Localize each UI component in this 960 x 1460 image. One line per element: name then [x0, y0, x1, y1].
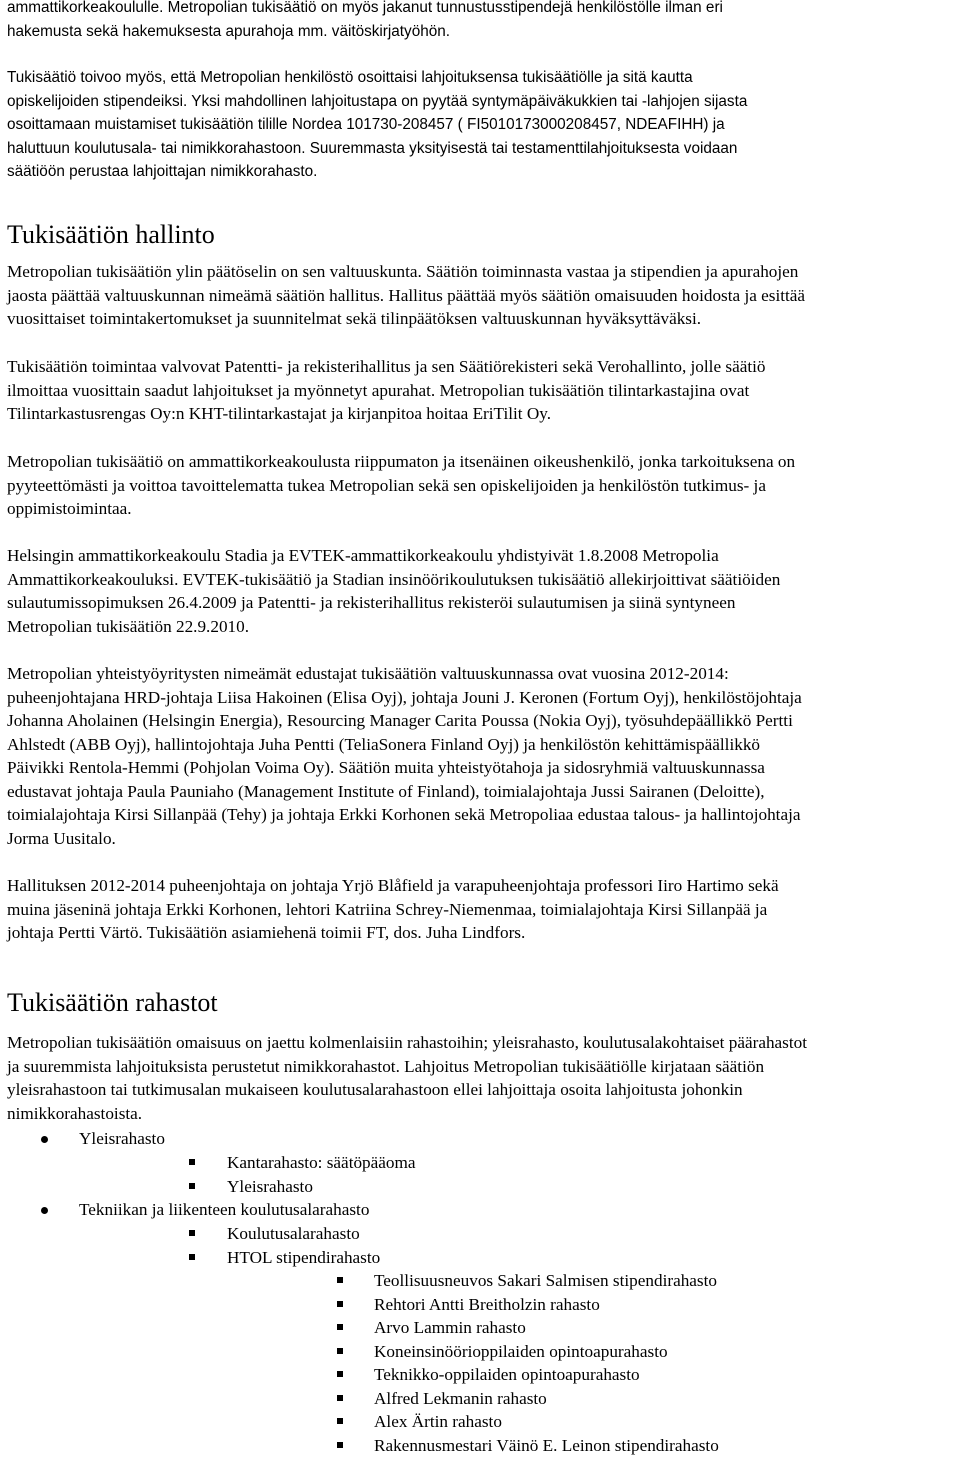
text-line: oppimistoimintaa. [7, 499, 132, 518]
text-line: Johanna Aholainen (Helsingin Energia), Resourcing Manager Carita Poussa (Nokia Oyj), työsuhdepäällikkö Pertti [7, 711, 793, 730]
text-line: jaosta päättää valtuuskunnan nimeämä säätiön hallitus. Hallitus päättää myös säätiön omaisuuden hoidosta ja esittää [7, 285, 806, 305]
square-bullet-icon [337, 1395, 343, 1401]
paragraph-supervision [7, 355, 955, 426]
paragraph-donations [7, 66, 955, 184]
bullet-icon [41, 1136, 48, 1143]
text-line: ilmoittaa vuosittain saadut lahjoitukset ja myönnetyt apurahat. Metropolian tukisäätiön tilintarkastajina ovat [7, 380, 750, 400]
text-line: haluttuun koulutusala- tai nimikkorahastoon. Suuremmasta yksityisestä tai testamenttilahjoituksesta voidaan [7, 139, 738, 157]
list-item-named-fund: Alex Ärtin rahasto [374, 1412, 502, 1431]
list-item-kantarahasto: Kantarahasto: säätöpääoma [227, 1153, 416, 1172]
text-line: puheenjohtajana HRD-johtaja Liisa Hakoinen (Elisa Oyj), johtaja Jouni J. Keronen (Fortum Oyj), henkilöstöjohtaja [7, 687, 802, 707]
text-line: Metropolian tukisäätiön 22.9.2010. [7, 616, 250, 636]
list-item-koulutusalarahasto: Koulutusalarahasto [227, 1224, 360, 1243]
square-bullet-icon [337, 1301, 343, 1307]
square-bullet-icon [189, 1254, 195, 1260]
text-line: osoittamaan muistamiset tukisäätiön tilille Nordea 101730-208457 ( FI5010173000208457, NDEAFIHH) ja [7, 116, 725, 133]
list-item-yleisrahasto-sub: Yleisrahasto [227, 1177, 313, 1196]
text-line: nimikkorahastoista. [7, 1103, 143, 1123]
text-line: Tilintarkastusrengas Oy:n KHT-tilintarkastajat ja kirjanpitoa hoitaa EriTilit Oy. [7, 404, 552, 423]
text-line: Tukisäätiön toimintaa valvovat Patentti- ja rekisterihallitus ja sen Säätiörekisteri sekä Verohallinto, jolle säätiö [7, 357, 766, 376]
square-bullet-icon [189, 1159, 195, 1165]
text-line: hakemusta sekä hakemuksesta apurahoja mm. väitöskirjatyöhön. [7, 22, 450, 40]
paragraph-funds [7, 1031, 955, 1125]
text-line: Metropolian yhteistyöyritysten nimeämät edustajat tukisäätiön valtuuskunnassa ovat vuosina 2012-2014: [7, 664, 729, 683]
list-item-tekniikka: Tekniikan ja liikenteen koulutusalarahasto [79, 1200, 370, 1219]
text-line: johtaja Pertti Värtö. Tukisäätiön asiamiehenä toimii FT, dos. Juha Lindfors. [7, 923, 526, 942]
section-heading-funds: Tukisäätiön rahastot [7, 988, 218, 1017]
text-line: toimialajohtaja Kirsi Sillanpää (Tehy) ja johtaja Erkki Korhonen sekä Metropoliaa edustaa talous- ja hallintojohtaja [7, 805, 801, 824]
text-line: pyyteettömästi ja voittoa tavoittelematta tukea Metropolian sekä sen opiskelijoiden ja henkilöstön tutkimus- ja [7, 475, 766, 495]
text-line: Päivikki Rentola-Hemmi (Pohjolan Voima Oy). Säätiön muita yhteistyötahoja ja sidosryhmiä valtuuskunnassa [7, 758, 765, 777]
text-line: Metropolian tukisäätiö on ammattikorkeakoulusta riippumaton ja itsenäinen oikeushenkilö, jonka tarkoituksena on [7, 452, 796, 471]
square-bullet-icon [189, 1183, 195, 1189]
square-bullet-icon [337, 1348, 343, 1354]
paragraph-board [7, 874, 955, 945]
text-line: Ammattikorkeakouluksi. EVTEK-tukisäätiö ja Stadian insinöörikoulutuksen tukisäätiö allekirjoittivat säätiöiden [7, 569, 781, 589]
text-line: opiskelijoiden stipendeiksi. Yksi mahdollinen lahjoitustapa on pyytää syntymäpäiväkukkien tai -lahjojen sijasta [7, 92, 748, 110]
text-line: sulautumissopimuksen 26.4.2009 ja Patentti- ja rekisterihallitus rekisteröi sulautumisen ja siinä syntyneen [7, 593, 736, 612]
text-line: muina jäseninä johtaja Erkki Korhonen, lehtori Katriina Schrey-Niemenmaa, toimialajohtaja Kirsi Sillanpää ja [7, 899, 768, 919]
paragraph-purpose [7, 450, 955, 521]
paragraph-council [7, 662, 955, 850]
square-bullet-icon [337, 1324, 343, 1330]
text-line: Metropolian tukisäätiön ylin päätöselin on sen valtuuskunta. Säätiön toiminnasta vastaa ja stipendien ja apurahojen [7, 262, 799, 281]
square-bullet-icon [337, 1371, 343, 1377]
paragraph-history [7, 544, 955, 638]
list-item-named-fund: Rehtori Antti Breitholzin rahasto [374, 1295, 600, 1314]
list-item-named-fund: Arvo Lammin rahasto [374, 1318, 526, 1337]
list-item-named-fund: Koneinsinöörioppilaiden opintoapurahasto [374, 1342, 668, 1361]
square-bullet-icon [337, 1418, 343, 1424]
bullet-icon [41, 1207, 48, 1214]
list-item-yleisrahasto: Yleisrahasto [79, 1129, 165, 1148]
list-item-named-fund: Alfred Lekmanin rahasto [374, 1389, 547, 1408]
list-item-named-fund: Teollisuusneuvos Sakari Salmisen stipendirahasto [374, 1271, 717, 1290]
paragraph-scholarships [7, 0, 955, 43]
square-bullet-icon [189, 1230, 195, 1236]
text-line: säätiöön perustaa lahjoittajan nimikkorahasto. [7, 163, 318, 180]
text-line: yleisrahastoon tai tutkimusalan mukaiseen koulutusalarahastoon ellei lahjoittaja osoita lahjoitusta johonkin [7, 1080, 743, 1099]
text-line: ammattikorkeakoululle. Metropolian tukisäätiö on myös jakanut tunnustusstipendejä henkilöstölle ilman eri [7, 0, 723, 16]
paragraph-governance [7, 260, 955, 331]
text-line: vuosittaiset toimintakertomukset ja suunnitelmat sekä tilinpäätöksen valtuuskunnan hyväksyttäväksi. [7, 309, 702, 328]
text-line: Ahlstedt (ABB Oyj), hallintojohtaja Juha Pentti (TeliaSonera Finland Oyj) ja henkilöstön kehittämispäällikkö [7, 734, 761, 754]
list-item-htol: HTOL stipendirahasto [227, 1248, 381, 1267]
text-line: Jorma Uusitalo. [7, 828, 116, 848]
text-line: Tukisäätiö toivoo myös, että Metropolian henkilöstö osoittaisi lahjoituksensa tukisäätiölle ja sitä kautta [7, 69, 693, 86]
list-item-named-fund: Rakennusmestari Väinö E. Leinon stipendirahasto [374, 1436, 719, 1455]
text-line: Metropolian tukisäätiön omaisuus on jaettu kolmenlaisiin rahastoihin; yleisrahasto, koulutusalakohtaiset päärahastot [7, 1033, 808, 1052]
text-line: Helsingin ammattikorkeakoulu Stadia ja EVTEK-ammattikorkeakoulu yhdistyivät 1.8.2008 Metropolia [7, 546, 719, 565]
text-line: ja suuremmista lahjoituksista perustetut nimikkorahastot. Lahjoitus Metropolian tukisäätiölle kirjataan säätiön [7, 1056, 765, 1076]
square-bullet-icon [337, 1277, 343, 1283]
square-bullet-icon [337, 1442, 343, 1448]
list-item-named-fund: Teknikko-oppilaiden opintoapurahasto [374, 1365, 640, 1384]
section-heading-administration: Tukisäätiön hallinto [7, 220, 215, 249]
text-line: Hallituksen 2012-2014 puheenjohtaja on johtaja Yrjö Blåfield ja varapuheenjohtaja professori Iiro Hartimo sekä [7, 876, 779, 895]
text-line: edustavat johtaja Paula Pauniaho (Management Institute of Finland), toimialajohtaja Jussi Sairanen (Deloitte), [7, 781, 765, 801]
